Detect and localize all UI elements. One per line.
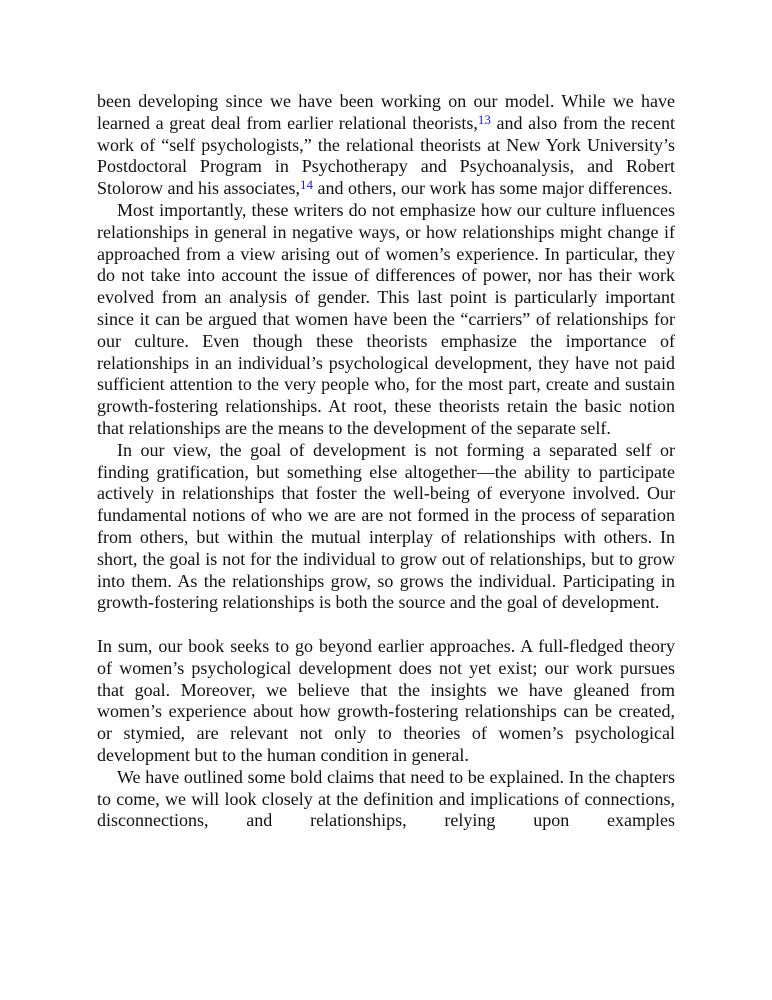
page-body [97, 91, 675, 832]
paragraph-5 [97, 767, 675, 832]
paragraph-text: been developing since we have been working on our model. While we have learned a great deal from earlier relational theorists, [97, 91, 675, 133]
paragraph-3 [97, 440, 675, 614]
paragraph-text: and others, our work has some major differences. [312, 178, 673, 199]
paragraph-text: We have outlined some bold claims that need to be explained. In the chapters to come, we will look closely at the definition and implications of connections, disconnections, and relationships, relying upon examples [97, 766, 675, 831]
paragraph-4 [97, 636, 675, 767]
paragraph-1 [97, 91, 675, 200]
paragraph-text: In sum, our book seeks to go beyond earlier approaches. A full-fledged theory of women’s psychological development does not yet exist; our work pursues that goal. Moreover, we believe that the insights we have gleaned from women’s experience about how growth-fostering relationships can be created, or stymied, are relevant not only to theories of women’s psychological development but to the human condition in general. [97, 635, 675, 765]
paragraph-text: Most importantly, these writers do not emphasize how our culture influences relationships in general in negative ways, or how relationships might change if approached from a view arising out of women’s experience. In particular, they do not take into account the issue of differences of power, nor has their work evolved from an analysis of gender. This last point is particularly important since it can be argued that women have been the “carriers” of relationships for our culture. Even though these theorists emphasize the importance of relationships in an individual’s psychological development, they have not paid sufficient attention to the very people who, for the most part, create and sustain growth-fostering relationships. At root, these theorists retain the basic notion that relationships are the means to the development of the separate self. [97, 199, 675, 438]
footnote-ref-13[interactable]: 13 [477, 111, 491, 127]
paragraph-text: In our view, the goal of development is not forming a separated self or finding gratification, but something else altogether—the ability to participate actively in relationships that foster the well-being of everyone involved. Our fundamental notions of who we are are not formed in the process of separation from others, but within the mutual interplay of relationships with others. In short, the goal is not for the individual to grow out of relationships, but to grow into them. As the relationships grow, so grows the individual. Participating in growth-fostering relationships is both the source and the goal of development. [97, 439, 675, 613]
paragraph-2 [97, 200, 675, 440]
paragraph-text: and also from the recent work of “self psychologists,” the relational theorists at New York University’s Postdoctoral Program in Psychotherapy and Psychoanalysis, and Robert Stolorow and his associates, [97, 112, 675, 199]
footnote-ref-14[interactable]: 14 [299, 177, 313, 193]
